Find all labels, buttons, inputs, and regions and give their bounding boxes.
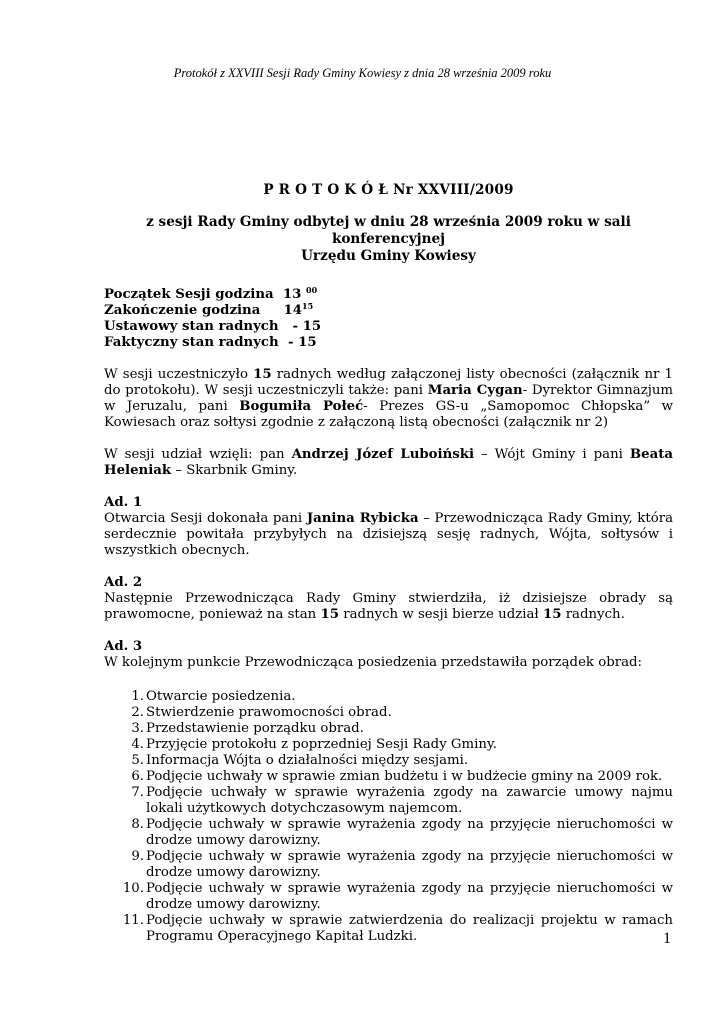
session-start: Początek Sesji godzina 13 $^{00}$: [104, 285, 318, 302]
agenda-item: 2. Stwierdzenie prawomocności obrad.: [131, 705, 392, 720]
session-meta: [104, 287, 673, 351]
page-number: 1: [663, 930, 671, 947]
ad-2-heading: Ad. 2: [104, 575, 143, 590]
ad-1-heading: Ad. 1: [104, 495, 143, 510]
agenda-item: 9. Podjęcie uchwały w sprawie wyrażenia zgody na przyjęcie nieruchomości w drodze umowy darowizny.: [131, 849, 673, 880]
agenda-item: 4. Przyjęcie protokołu z poprzedniej Sesji Rady Gminy.: [131, 737, 497, 752]
agenda-item: 3. Przedstawienie porządku obrad.: [131, 721, 364, 736]
ad-3-section: [104, 639, 673, 945]
session-end: Zakończenie godzina $14^{15}$: [104, 301, 314, 318]
participants-paragraph: W sesji udział wzięli: pan Andrzej Józef Luboiński – Wójt Gminy i pani Beata Heleniak – Skarbnik Gminy.: [104, 447, 673, 478]
ad-3-heading: Ad. 3: [104, 639, 143, 654]
agenda-list: [104, 689, 673, 945]
ad-2-text: Następnie Przewodnicząca Rady Gminy stwierdziła, iż dzisiejsze obrady są prawomocne, ponieważ na stan 15 radnych w sesji bierze udział 15 radnych.: [104, 591, 673, 622]
actual-councillors: Faktyczny stan radnych - 15: [104, 335, 317, 350]
agenda-item: 10. Podjęcie uchwały w sprawie wyrażenia zgody na przyjęcie nieruchomości w drodze umowy darowizny.: [122, 881, 673, 912]
agenda-item: 5. Informacja Wójta o działalności między sesjami.: [131, 753, 469, 768]
attendance-paragraph: W sesji uczestniczyło 15 radnych według załączonej listy obecności (załącznik nr 1 do protokołu). W sesji uczestniczyli także: pani Maria Cygan- Dyrektor Gimnazjum w Jeruzalu, pani Bogumiła Połeć- Prezes GS-u „Samopomoc Chłopska” w Kowiesach oraz sołtysi zgodnie z załączoną listą obecności (załącznik nr 2): [104, 367, 673, 430]
ad-1-section: [104, 495, 673, 559]
subtitle-line-1: z sesji Rady Gminy odbytej w dniu 28 września 2009 roku w sali konferencyjnej: [146, 214, 631, 247]
subtitle-line-2: Urzędu Gminy Kowiesy: [301, 248, 476, 264]
running-header: Protokół z XXVIII Sesji Rady Gminy Kowiesy z dnia 28 września 2009 roku: [173, 66, 552, 80]
agenda-item: 7. Podjęcie uchwały w sprawie wyrażenia zgody na zawarcie umowy najmu lokali użytkowych dotychczasowym najemcom.: [131, 785, 673, 816]
document-body: [104, 182, 673, 945]
agenda-item: 1. Otwarcie posiedzenia.: [131, 689, 296, 704]
agenda-item: 11. Podjęcie uchwały w sprawie zatwierdzenia do realizacji projektu w ramach Programu Operacyjnego Kapitał Ludzki.: [122, 913, 673, 944]
document-title: P R O T O K Ó Ł Nr XXVIII/2009: [263, 182, 514, 198]
ad-2-section: [104, 575, 673, 623]
agenda-item: 6. Podjęcie uchwały w sprawie zmian budżetu i w budżecie gminy na 2009 rok.: [131, 769, 663, 784]
statutory-councillors: Ustawowy stan radnych - 15: [104, 319, 322, 334]
ad-1-text: Otwarcia Sesji dokonała pani Janina Rybicka – Przewodnicząca Rady Gminy, która serdecznie powitała przybyłych na dzisiejszą sesję radnych, Wójta, sołtysów i wszystkich obecnych.: [104, 511, 674, 558]
document-subtitle: [104, 214, 673, 265]
agenda-item: 8. Podjęcie uchwały w sprawie wyrażenia zgody na przyjęcie nieruchomości w drodze umowy darowizny.: [131, 817, 673, 848]
ad-3-intro: W kolejnym punkcie Przewodnicząca posiedzenia przedstawiła porządek obrad:: [104, 655, 643, 670]
